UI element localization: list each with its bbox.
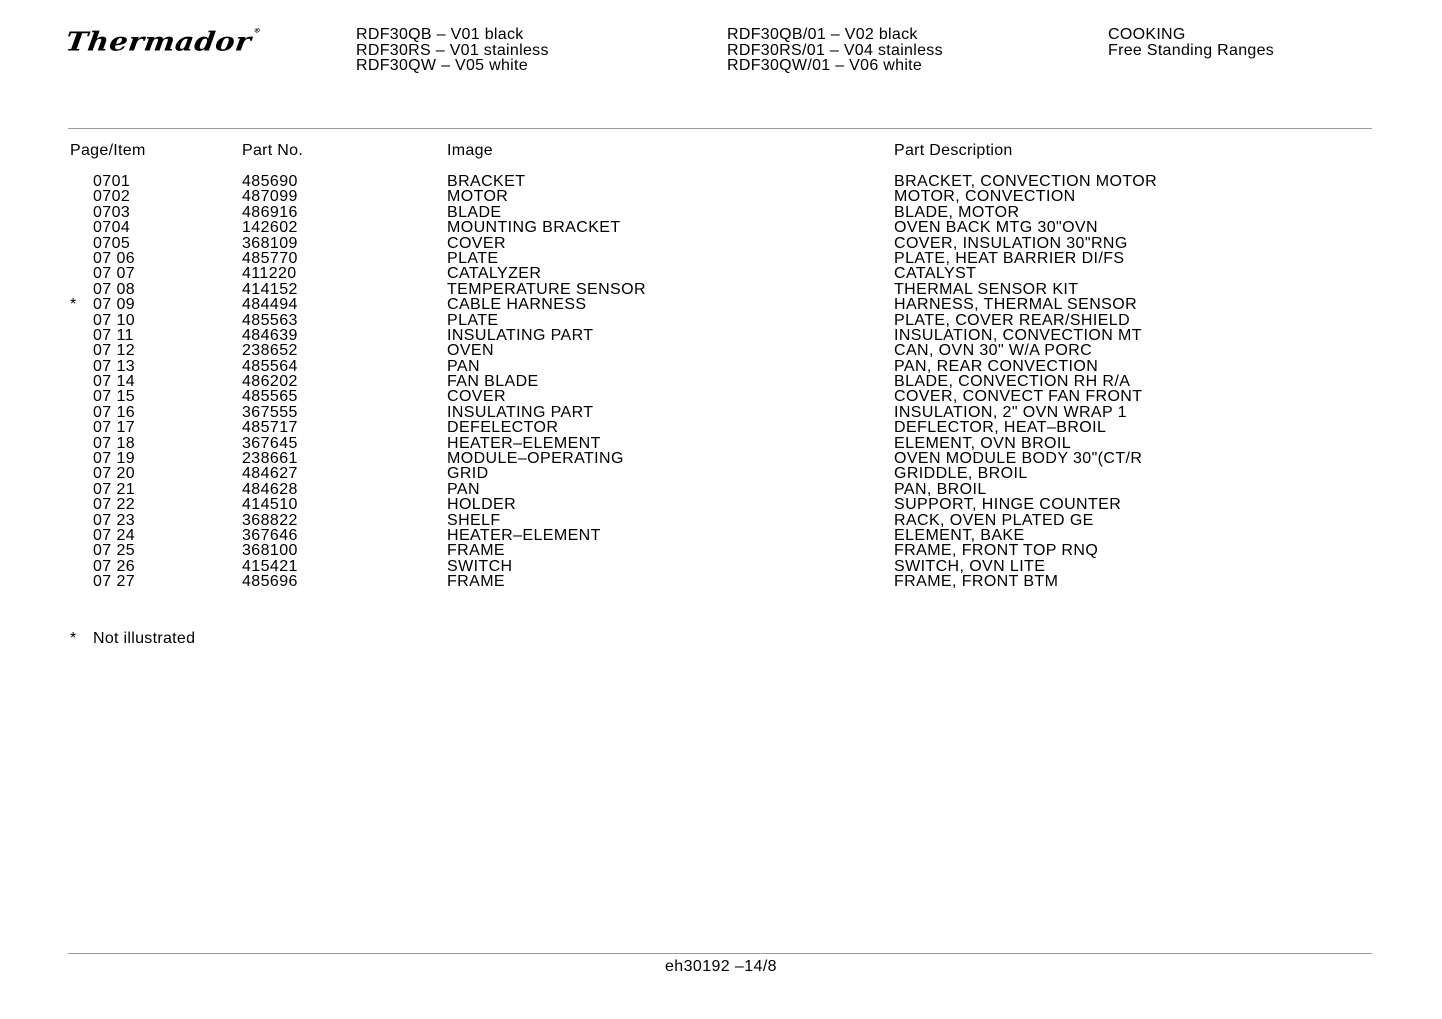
brand-logo-text: Thermador (63, 26, 254, 57)
page-item-cell: 07 06 (93, 249, 136, 267)
parts-table-body (0, 174, 1442, 590)
model-list-1 (356, 27, 549, 74)
page-item-cell: 07 26 (93, 557, 136, 575)
part-number-cell: 238661 (242, 450, 298, 468)
part-description-cell: PAN, REAR CONVECTION (894, 357, 1099, 375)
part-number-cell: 142602 (242, 219, 298, 237)
part-number-cell: 484627 (242, 465, 298, 483)
part-description-cell: PAN, BROIL (894, 480, 987, 498)
part-number-cell: 368109 (242, 234, 298, 252)
page-item-cell: 07 12 (93, 342, 136, 360)
model-line: RDF30QB/01 – V02 black (727, 26, 918, 43)
page-item-cell: 07 23 (93, 511, 136, 529)
page-item-cell: 07 27 (93, 573, 136, 591)
category-line: COOKING (1108, 26, 1186, 43)
part-number-cell: 484628 (242, 480, 298, 498)
image-name-cell: TEMPERATURE SENSOR (447, 280, 646, 298)
image-name-cell: BRACKET (447, 173, 526, 190)
image-name-cell: FAN BLADE (447, 373, 539, 391)
footer-divider (68, 953, 1372, 954)
model-line: RDF30RS – V01 stainless (356, 41, 549, 59)
document-code: eh30192 –14/8 (665, 958, 777, 975)
part-number-cell: 367646 (242, 526, 298, 544)
image-name-cell: FRAME (447, 573, 505, 591)
column-header-part-description: Part Description (894, 142, 1013, 159)
column-header-page-item: Page/Item (70, 142, 146, 159)
part-description-cell: HARNESS, THERMAL SENSOR (894, 296, 1138, 314)
page-item-cell: 07 17 (93, 419, 136, 437)
footnote (70, 630, 195, 648)
image-name-cell: DEFELECTOR (447, 419, 559, 437)
image-name-cell: HOLDER (447, 496, 517, 514)
table-row (0, 451, 1442, 466)
model-line: RDF30QW – V05 white (356, 57, 528, 74)
part-description-cell: FRAME, FRONT BTM (894, 573, 1059, 591)
table-row (0, 251, 1442, 266)
image-name-cell: COVER (447, 388, 506, 406)
table-row (0, 574, 1442, 589)
part-description-cell: THERMAL SENSOR KIT (894, 280, 1079, 298)
image-name-cell: SHELF (447, 511, 501, 529)
table-row (0, 174, 1442, 189)
part-description-cell: ELEMENT, OVN BROIL (894, 434, 1072, 452)
part-number-cell: 487099 (242, 188, 298, 206)
table-row (0, 266, 1442, 281)
part-description-cell: SWITCH, OVN LITE (894, 557, 1046, 575)
image-name-cell: CABLE HARNESS (447, 296, 587, 314)
part-description-cell: COVER, CONVECT FAN FRONT (894, 388, 1143, 406)
image-name-cell: INSULATING PART (447, 403, 594, 421)
registered-mark: ® (253, 26, 262, 35)
table-row (0, 466, 1442, 481)
part-number-cell: 485564 (242, 357, 298, 375)
footnote-mark: * (70, 630, 77, 647)
page-item-cell: 07 13 (93, 357, 136, 375)
image-name-cell: HEATER–ELEMENT (447, 434, 601, 452)
part-number-cell: 367555 (242, 403, 298, 421)
table-row (0, 436, 1442, 451)
category-line: Free Standing Ranges (1108, 41, 1275, 59)
table-row (0, 513, 1442, 528)
table-row (0, 189, 1442, 204)
table-row (0, 205, 1442, 220)
brand-logo (64, 26, 262, 57)
not-illustrated-mark: * (70, 296, 77, 314)
table-row (0, 282, 1442, 297)
image-name-cell: PAN (447, 357, 480, 375)
page-item-cell: 07 11 (93, 326, 134, 344)
part-number-cell: 367645 (242, 434, 298, 452)
image-name-cell: INSULATING PART (447, 326, 594, 344)
page-item-cell: 07 10 (93, 311, 136, 329)
part-number-cell: 485563 (242, 311, 298, 329)
table-row (0, 497, 1442, 512)
image-name-cell: SWITCH (447, 557, 513, 575)
part-description-cell: ELEMENT, BAKE (894, 526, 1025, 544)
page-item-cell: 0703 (93, 203, 131, 221)
image-name-cell: PAN (447, 480, 480, 498)
table-row (0, 313, 1442, 328)
table-row (0, 374, 1442, 389)
part-description-cell: DEFLECTOR, HEAT–BROIL (894, 419, 1107, 437)
model-line: RDF30QB – V01 black (356, 26, 524, 43)
page-item-cell: 07 24 (93, 526, 136, 544)
table-row (0, 343, 1442, 358)
model-line: RDF30RS/01 – V04 stainless (727, 41, 943, 59)
footnote-text: Not illustrated (93, 630, 196, 647)
page-item-cell: 07 08 (93, 280, 136, 298)
part-number-cell: 485717 (242, 419, 298, 437)
page-item-cell: 07 22 (93, 496, 136, 514)
column-header-part-no: Part No. (242, 142, 304, 159)
page-item-cell: 07 07 (93, 265, 136, 283)
image-name-cell: PLATE (447, 311, 499, 329)
part-description-cell: BLADE, MOTOR (894, 203, 1020, 221)
table-row (0, 559, 1442, 574)
part-number-cell: 368822 (242, 511, 298, 529)
page-item-cell: 07 20 (93, 465, 136, 483)
part-description-cell: FRAME, FRONT TOP RNQ (894, 542, 1099, 560)
part-number-cell: 484494 (242, 296, 298, 314)
table-row (0, 359, 1442, 374)
image-name-cell: OVEN (447, 342, 494, 360)
page-item-cell: 07 18 (93, 434, 136, 452)
part-number-cell: 415421 (242, 557, 298, 575)
part-description-cell: INSULATION, CONVECTION MT (894, 326, 1142, 344)
table-row (0, 528, 1442, 543)
part-number-cell: 414510 (242, 496, 298, 514)
part-number-cell: 411220 (242, 265, 297, 283)
part-number-cell: 368100 (242, 542, 298, 560)
image-name-cell: HEATER–ELEMENT (447, 526, 601, 544)
part-description-cell: OVEN MODULE BODY 30"(CT/R (894, 450, 1143, 468)
model-line: RDF30QW/01 – V06 white (727, 57, 923, 74)
page-item-cell: 07 16 (93, 403, 136, 421)
part-description-cell: CATALYST (894, 265, 977, 283)
part-number-cell: 485696 (242, 573, 298, 591)
part-number-cell: 484639 (242, 326, 298, 344)
part-number-cell: 414152 (242, 280, 298, 298)
image-name-cell: MODULE–OPERATING (447, 450, 624, 468)
part-description-cell: RACK, OVEN PLATED GE (894, 511, 1094, 529)
part-number-cell: 485690 (242, 173, 298, 190)
part-description-cell: PLATE, HEAT BARRIER DI/FS (894, 249, 1125, 267)
image-name-cell: CATALYZER (447, 265, 542, 283)
part-description-cell: BRACKET, CONVECTION MOTOR (894, 173, 1158, 190)
table-row (0, 482, 1442, 497)
part-description-cell: MOTOR, CONVECTION (894, 188, 1076, 206)
part-number-cell: 485565 (242, 388, 298, 406)
image-name-cell: COVER (447, 234, 506, 252)
model-list-2 (727, 27, 943, 74)
part-description-cell: COVER, INSULATION 30"RNG (894, 234, 1128, 252)
page-item-cell: 07 15 (93, 388, 136, 406)
table-row (0, 220, 1442, 235)
part-number-cell: 485770 (242, 249, 298, 267)
image-name-cell: FRAME (447, 542, 505, 560)
page-item-cell: 07 14 (93, 373, 136, 391)
part-number-cell: 486202 (242, 373, 298, 391)
page-item-cell: 0701 (93, 173, 131, 190)
page-item-cell: 07 21 (93, 480, 136, 498)
part-number-cell: 486916 (242, 203, 298, 221)
part-description-cell: PLATE, COVER REAR/SHIELD (894, 311, 1131, 329)
header-divider (68, 128, 1372, 129)
table-row (0, 236, 1442, 251)
table-row (0, 420, 1442, 435)
page-item-cell: 07 19 (93, 450, 136, 468)
page-item-cell: 0702 (93, 188, 131, 206)
table-row (0, 543, 1442, 558)
table-row (0, 405, 1442, 420)
image-name-cell: PLATE (447, 249, 499, 267)
category-block (1108, 27, 1274, 58)
table-row (0, 389, 1442, 404)
page-item-cell: 0705 (93, 234, 131, 252)
part-description-cell: CAN, OVN 30" W/A PORC (894, 342, 1093, 360)
table-row (0, 328, 1442, 343)
part-description-cell: INSULATION, 2" OVN WRAP 1 (894, 403, 1127, 421)
part-description-cell: OVEN BACK MTG 30"OVN (894, 219, 1098, 237)
image-name-cell: MOTOR (447, 188, 509, 206)
table-row (0, 297, 1442, 312)
image-name-cell: BLADE (447, 203, 502, 221)
page-item-cell: 0704 (93, 219, 131, 237)
image-name-cell: MOUNTING BRACKET (447, 219, 621, 237)
part-description-cell: BLADE, CONVECTION RH R/A (894, 373, 1131, 391)
page-item-cell: 07 09 (93, 296, 136, 314)
image-name-cell: GRID (447, 465, 489, 483)
page-item-cell: 07 25 (93, 542, 136, 560)
part-number-cell: 238652 (242, 342, 298, 360)
part-description-cell: GRIDDLE, BROIL (894, 465, 1028, 483)
column-header-image: Image (447, 142, 493, 159)
part-description-cell: SUPPORT, HINGE COUNTER (894, 496, 1122, 514)
